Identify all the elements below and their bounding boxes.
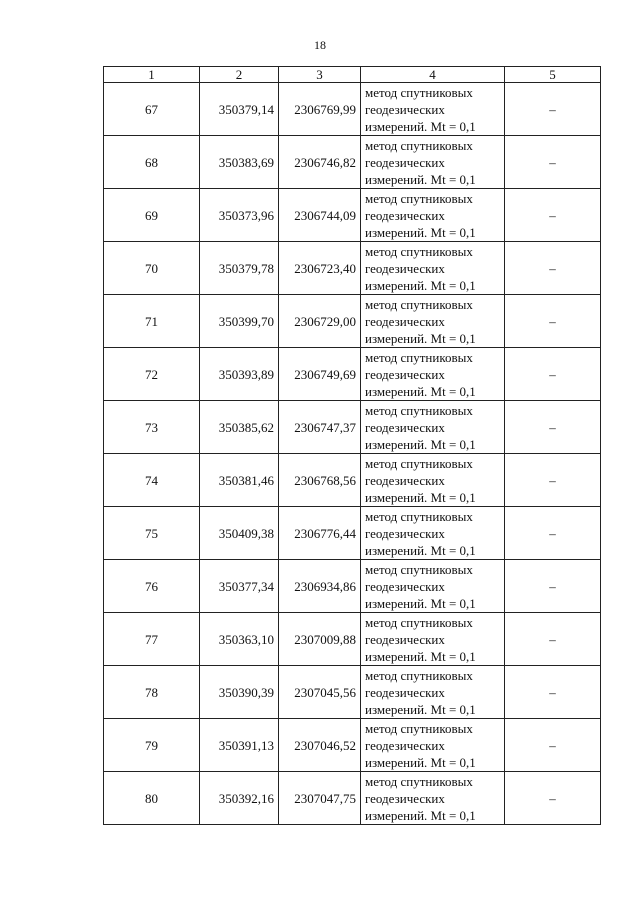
point-number-cell: 79	[104, 719, 200, 772]
point-number-cell: 72	[104, 348, 200, 401]
x-coordinate-cell: 350381,46	[200, 454, 279, 507]
method-line: метод спутниковых	[365, 137, 473, 153]
note-cell: –	[505, 242, 601, 295]
table-row	[104, 772, 601, 825]
table-row	[104, 507, 601, 560]
method-line: измерений. Mt = 0,1	[365, 754, 476, 770]
table-row	[104, 560, 601, 613]
method-line: метод спутниковых	[365, 614, 473, 630]
note-cell: –	[505, 613, 601, 666]
y-coordinate-cell: 2306768,56	[279, 454, 361, 507]
method-line: метод спутниковых	[365, 720, 473, 736]
method-line: измерений. Mt = 0,1	[365, 277, 476, 293]
point-number-cell: 67	[104, 83, 200, 136]
table-row	[104, 136, 601, 189]
table-row	[104, 83, 601, 136]
method-cell	[361, 560, 505, 613]
x-coordinate-cell: 350383,69	[200, 136, 279, 189]
x-coordinate-cell: 350363,10	[200, 613, 279, 666]
method-line: метод спутниковых	[365, 84, 473, 100]
method-line: метод спутниковых	[365, 243, 473, 259]
method-cell	[361, 242, 505, 295]
method-cell	[361, 772, 505, 825]
x-coordinate-cell: 350391,13	[200, 719, 279, 772]
x-coordinate-cell: 350379,78	[200, 242, 279, 295]
y-coordinate-cell: 2306729,00	[279, 295, 361, 348]
method-line: измерений. Mt = 0,1	[365, 701, 476, 717]
point-number-cell: 75	[104, 507, 200, 560]
method-line: геодезических	[365, 101, 445, 117]
method-cell	[361, 507, 505, 560]
point-number-cell: 69	[104, 189, 200, 242]
y-coordinate-cell: 2306769,99	[279, 83, 361, 136]
table-row	[104, 613, 601, 666]
method-line: измерений. Mt = 0,1	[365, 224, 476, 240]
method-cell	[361, 189, 505, 242]
x-coordinate-cell: 350393,89	[200, 348, 279, 401]
method-line: измерений. Mt = 0,1	[365, 542, 476, 558]
method-line: геодезических	[365, 790, 445, 806]
method-line: геодезических	[365, 366, 445, 382]
table-row	[104, 348, 601, 401]
y-coordinate-cell: 2306746,82	[279, 136, 361, 189]
point-number-cell: 70	[104, 242, 200, 295]
method-line: геодезических	[365, 631, 445, 647]
method-cell	[361, 613, 505, 666]
y-coordinate-cell: 2307045,56	[279, 666, 361, 719]
point-number-cell: 74	[104, 454, 200, 507]
column-header-3: 3	[279, 67, 361, 83]
method-line: измерений. Mt = 0,1	[365, 330, 476, 346]
note-cell: –	[505, 454, 601, 507]
method-cell	[361, 136, 505, 189]
table-row	[104, 295, 601, 348]
method-line: измерений. Mt = 0,1	[365, 383, 476, 399]
method-cell	[361, 83, 505, 136]
table-row	[104, 242, 601, 295]
point-number-cell: 73	[104, 401, 200, 454]
x-coordinate-cell: 350379,14	[200, 83, 279, 136]
column-header-4: 4	[361, 67, 505, 83]
table-row	[104, 666, 601, 719]
method-line: метод спутниковых	[365, 455, 473, 471]
method-line: измерений. Mt = 0,1	[365, 648, 476, 664]
column-header-5: 5	[505, 67, 601, 83]
x-coordinate-cell: 350399,70	[200, 295, 279, 348]
note-cell: –	[505, 189, 601, 242]
x-coordinate-cell: 350385,62	[200, 401, 279, 454]
table-row	[104, 401, 601, 454]
method-line: измерений. Mt = 0,1	[365, 489, 476, 505]
method-line: геодезических	[365, 578, 445, 594]
x-coordinate-cell: 350373,96	[200, 189, 279, 242]
x-coordinate-cell: 350377,34	[200, 560, 279, 613]
y-coordinate-cell: 2306749,69	[279, 348, 361, 401]
table-row	[104, 189, 601, 242]
method-line: геодезических	[365, 207, 445, 223]
note-cell: –	[505, 560, 601, 613]
point-number-cell: 76	[104, 560, 200, 613]
point-number-cell: 71	[104, 295, 200, 348]
y-coordinate-cell: 2306747,37	[279, 401, 361, 454]
page-number: 18	[314, 38, 326, 52]
note-cell: –	[505, 348, 601, 401]
table-body	[104, 83, 601, 825]
point-number-cell: 77	[104, 613, 200, 666]
method-line: измерений. Mt = 0,1	[365, 807, 476, 823]
column-header-1: 1	[104, 67, 200, 83]
method-line: измерений. Mt = 0,1	[365, 595, 476, 611]
method-line: геодезических	[365, 260, 445, 276]
point-number-cell: 80	[104, 772, 200, 825]
method-line: метод спутниковых	[365, 508, 473, 524]
note-cell: –	[505, 401, 601, 454]
table-header-row	[104, 67, 601, 83]
y-coordinate-cell: 2306934,86	[279, 560, 361, 613]
note-cell: –	[505, 719, 601, 772]
method-line: геодезических	[365, 313, 445, 329]
y-coordinate-cell: 2306744,09	[279, 189, 361, 242]
point-number-cell: 68	[104, 136, 200, 189]
column-header-2: 2	[200, 67, 279, 83]
method-line: метод спутниковых	[365, 667, 473, 683]
method-line: метод спутниковых	[365, 561, 473, 577]
y-coordinate-cell: 2307046,52	[279, 719, 361, 772]
note-cell: –	[505, 136, 601, 189]
method-line: измерений. Mt = 0,1	[365, 118, 476, 134]
x-coordinate-cell: 350390,39	[200, 666, 279, 719]
method-line: геодезических	[365, 525, 445, 541]
point-number-cell: 78	[104, 666, 200, 719]
table-row	[104, 719, 601, 772]
method-line: геодезических	[365, 472, 445, 488]
method-line: геодезических	[365, 737, 445, 753]
coordinates-table	[103, 66, 601, 825]
method-cell	[361, 295, 505, 348]
note-cell: –	[505, 666, 601, 719]
method-line: измерений. Mt = 0,1	[365, 436, 476, 452]
method-cell	[361, 348, 505, 401]
table-row	[104, 454, 601, 507]
note-cell: –	[505, 295, 601, 348]
method-line: метод спутниковых	[365, 190, 473, 206]
x-coordinate-cell: 350409,38	[200, 507, 279, 560]
method-cell	[361, 666, 505, 719]
method-line: метод спутниковых	[365, 773, 473, 789]
method-line: геодезических	[365, 154, 445, 170]
y-coordinate-cell: 2306776,44	[279, 507, 361, 560]
method-line: измерений. Mt = 0,1	[365, 171, 476, 187]
method-line: метод спутниковых	[365, 402, 473, 418]
method-cell	[361, 401, 505, 454]
y-coordinate-cell: 2307009,88	[279, 613, 361, 666]
method-line: геодезических	[365, 684, 445, 700]
note-cell: –	[505, 772, 601, 825]
method-line: метод спутниковых	[365, 349, 473, 365]
note-cell: –	[505, 507, 601, 560]
method-cell	[361, 719, 505, 772]
method-line: геодезических	[365, 419, 445, 435]
y-coordinate-cell: 2307047,75	[279, 772, 361, 825]
x-coordinate-cell: 350392,16	[200, 772, 279, 825]
method-cell	[361, 454, 505, 507]
method-line: метод спутниковых	[365, 296, 473, 312]
note-cell: –	[505, 83, 601, 136]
y-coordinate-cell: 2306723,40	[279, 242, 361, 295]
